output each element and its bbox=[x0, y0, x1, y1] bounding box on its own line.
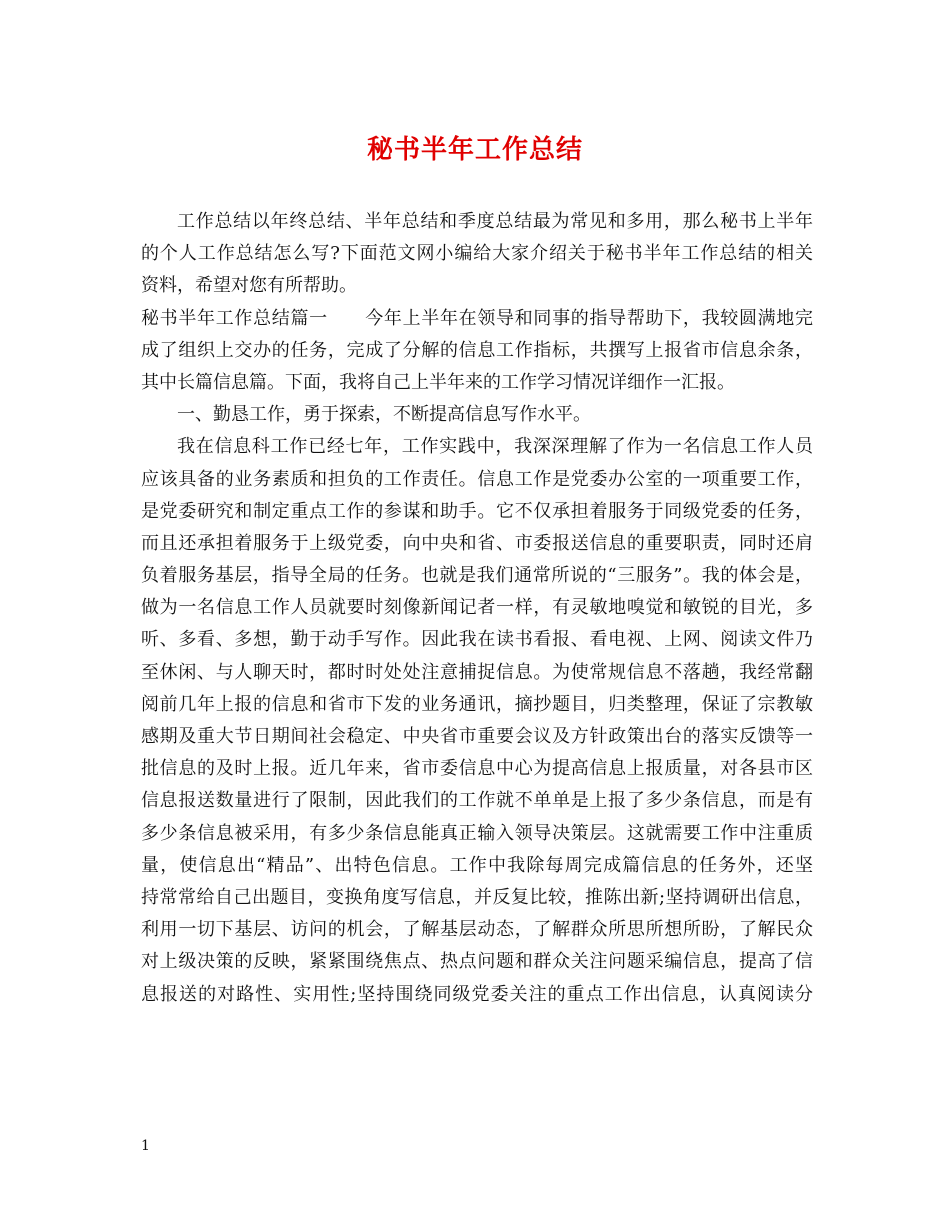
document-body bbox=[141, 206, 813, 1011]
paragraph-line: 其中长篇信息篇。下面，我将自己上半年来的工作学习情况详细作一汇报。 bbox=[141, 371, 735, 393]
paragraph-line: 阅前几年上报的信息和省市下发的业务通讯，摘抄题目，归类整理，保证了宗教敏 bbox=[141, 693, 813, 715]
paragraph-line: 是党委研究和制定重点工作的参谋和助手。它不仅承担着服务于同级党委的任务， bbox=[141, 500, 813, 522]
paragraph-line: 资料，希望对您有所帮助。 bbox=[141, 275, 357, 297]
paragraph-line: 量，使信息出“精品”、出特色信息。工作中我除每周完成篇信息的任务外，还坚 bbox=[141, 854, 813, 876]
paragraph-line: 对上级决策的反映，紧紧围绕焦点、热点问题和群众关注问题采编信息，提高了信 bbox=[141, 951, 813, 973]
page-title: 秘书半年工作总结 bbox=[366, 135, 583, 165]
paragraph-line: 听、多看、多想，勤于动手写作。因此我在读书看报、看电视、上网、阅读文件乃 bbox=[141, 629, 813, 651]
paragraph-line: 至休闲、与人聊天时，都时时处处注意捕捉信息。为使常规信息不落趟，我经常翻 bbox=[141, 661, 813, 683]
paragraph-line: 信息报送数量进行了限制，因此我们的工作就不单单是上报了多少条信息，而是有 bbox=[141, 790, 813, 812]
section-heading: 一、勤恳工作，勇于探索，不断提高信息写作水平。 bbox=[177, 404, 591, 426]
paragraph-line: 负着服务基层，指导全局的任务。也就是我们通常所说的“三服务”。我的体会是， bbox=[141, 565, 813, 587]
page-number: 1 bbox=[141, 1138, 150, 1154]
paragraph-line: 我在信息科工作已经七年，工作实践中，我深深理解了作为一名信息工作人员 bbox=[177, 436, 813, 458]
paragraph-line: 应该具备的业务素质和担负的工作责任。信息工作是党委办公室的一项重要工作， bbox=[141, 468, 813, 490]
paragraph-line: 持常常给自己出题目，变换角度写信息，并反复比较，推陈出新;坚持调研出信息， bbox=[141, 886, 813, 908]
paragraph-line: 批信息的及时上报。近几年来，省市委信息中心为提高信息上报质量，对各县市区 bbox=[141, 758, 813, 780]
paragraph-line: 多少条信息被采用，有多少条信息能真正输入领导决策层。这就需要工作中注重质 bbox=[141, 822, 813, 844]
paragraph-line: 感期及重大节日期间社会稳定、中央省市重要会议及方针政策出台的落实反馈等一 bbox=[141, 726, 813, 747]
paragraph-line: 而且还承担着服务于上级党委，向中央和省、市委报送信息的重要职责，同时还肩 bbox=[141, 532, 813, 554]
paragraph-line: 的个人工作总结怎么写?下面范文网小编给大家介绍关于秘书半年工作总结的相关 bbox=[141, 243, 813, 265]
paragraph-line: 成了组织上交办的任务，完成了分解的信息工作指标，共撰写上报省市信息余条， bbox=[141, 339, 813, 361]
paragraph-line: 做为一名信息工作人员就要时刻像新闻记者一样，有灵敏地嗅觉和敏锐的目光，多 bbox=[141, 597, 813, 619]
paragraph-line: 秘书半年工作总结篇一 今年上半年在领导和同事的指导帮助下，我较圆满地完 bbox=[141, 307, 813, 329]
paragraph-line: 工作总结以年终总结、半年总结和季度总结最为常见和多用，那么秘书上半年 bbox=[177, 211, 813, 232]
paragraph-line: 息报送的对路性、实用性;坚持围绕同级党委关注的重点工作出信息，认真阅读分 bbox=[141, 983, 813, 1005]
paragraph-line: 利用一切下基层、访问的机会，了解基层动态，了解群众所思所想所盼，了解民众 bbox=[141, 919, 813, 941]
